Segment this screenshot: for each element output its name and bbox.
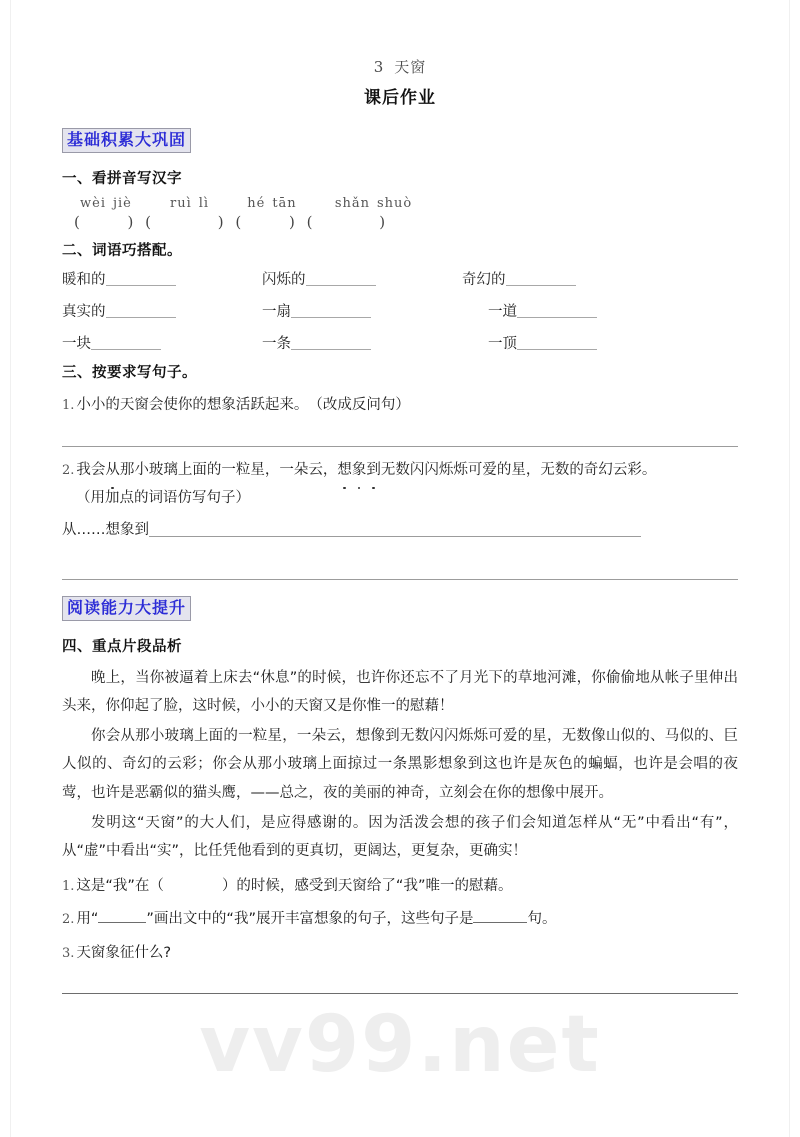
match-blank[interactable] [106,303,176,318]
pinyin-syllable: shǎn [334,196,370,211]
question-prefix: 我会 [76,461,106,478]
lesson-title [62,56,738,77]
answer-prompt-label: 从……想象到 [62,522,149,539]
question-number: 2. [62,912,75,928]
match-label: 一道 [488,304,517,320]
match-label: 一条 [262,336,291,352]
match-item [62,332,262,353]
match-label: 闪烁的 [262,272,306,288]
match-blank[interactable] [306,271,376,286]
pinyin-syllable: hé [247,196,266,211]
section3-answer-prompt-row [62,517,738,545]
question-number: 1. [62,398,75,413]
answer-parens[interactable]: ( ) [74,213,134,231]
match-item [462,332,738,353]
emphasis-word-xiang2: 象 [352,457,367,485]
answer-parens[interactable]: ( ) [235,213,295,231]
question-after: 句。 [527,911,557,928]
banner-basics-wrap [62,128,738,159]
banner-reading: 阅读能力大提升 [62,596,191,621]
passage-paragraph: 发明这“天窗”的大人们，是应得感谢的。因为活泼会想的孩子们会知道怎样从“无”中看出“有”，从“虚”中看出“实”，比任凭他看到的更真切，更阔达，更复杂，更确实！ [62,814,738,860]
question-text: 小小的天窗会使你的想象活跃起来。 [76,397,302,413]
answer-line[interactable] [62,446,738,447]
banner-reading-wrap [62,596,738,627]
reading-passage [62,664,738,866]
pinyin-row [80,196,738,211]
section3-title: 三、按要求写句子。 [62,365,197,381]
question-suffix: 无数闪闪烁烁可爱的星，无数的奇幻云彩。 [380,461,657,478]
match-item [262,332,462,353]
match-label: 一顶 [488,336,517,352]
pinyin-group-2 [170,196,216,211]
section3-question-2 [62,457,738,485]
answer-line[interactable] [62,993,738,994]
section1-title: 一、看拼音写汉字 [62,171,182,187]
match-item [462,268,738,289]
answer-parens[interactable]: ( ) [306,213,386,231]
match-blank[interactable] [291,303,371,318]
pinyin-syllable: lì [198,196,210,211]
pinyin-syllable: ruì [170,196,192,211]
section3-question-2-instruction: （用加点的词语仿写句子） [76,490,250,507]
pinyin-group-1 [80,196,139,211]
match-label: 一块 [62,336,91,352]
banner-basics: 基础积累大巩固 [62,128,191,153]
question-middle: 那小玻璃上面的一粒星，一朵云， [119,461,338,478]
reading-question-1 [62,873,738,900]
question-number: 2. [62,462,75,478]
passage-paragraph: 你会从那小玻璃上面的一粒星，一朵云，想像到无数闪闪烁烁可爱的星，无数像山似的、马似的、巨人似的、奇幻的云彩；你会从那小玻璃上面掠过一条黑影想象到这也许是灰色的蝙蝠，也许是会唱的夜莺，也许是恶霸似的猫头鹰，——总之，夜的美丽的神奇，立刻会在你的想像中展开。 [62,728,738,801]
match-blank[interactable] [291,335,371,350]
section-divider [62,579,738,580]
match-blank[interactable] [106,271,176,286]
match-label: 暖和的 [62,272,106,288]
pinyin-syllable: jiè [112,196,132,211]
match-label: 真实的 [62,304,106,320]
reading-question-2 [62,906,738,933]
pinyin-syllable: tān [272,196,297,211]
word-match-grid [62,268,738,353]
question-text: 天窗象征什么? [76,945,172,962]
reading-question-3 [62,940,738,967]
answer-gap[interactable] [98,909,146,923]
question-number: 1. [62,878,75,894]
question-before: 用“ [76,911,99,928]
pinyin-group-3 [247,196,303,211]
pinyin-group-4 [335,196,419,211]
question-after: ）的时候，感受到天窗给了“我”唯一的慰藉。 [221,877,513,894]
pinyin-syllable: shuò [376,196,413,211]
match-item [462,300,738,321]
match-item [262,268,462,289]
emphasis-word-cong: 从 [105,457,120,485]
match-blank[interactable] [517,335,597,350]
match-blank[interactable] [91,335,161,350]
answer-paren-row [74,213,738,231]
emphasis-word-dao: 到 [366,457,381,485]
match-label: 一扇 [262,304,291,320]
question-number: 3. [62,946,75,962]
match-item [62,300,262,321]
answer-parens[interactable]: ( ) [145,213,224,231]
match-blank[interactable] [506,271,576,286]
answer-gap[interactable] [473,909,527,923]
passage-paragraph: 晚上，当你被逼着上床去“休息”的时候，也许你还忘不了月光下的草地河滩，你偷偷地从帐子里伸出头来，你仰起了脸，这时候，小小的天窗又是你惟一的慰藉！ [62,669,738,714]
section3-question-1 [62,392,738,420]
answer-blank[interactable] [149,536,641,537]
section2-title: 二、词语巧搭配。 [62,243,182,259]
question-before: 这是“我”在（ [76,877,164,894]
watermark: vv99.net [199,1000,601,1090]
lesson-number: 3 [373,58,385,76]
match-item [62,268,262,289]
section4-title: 四、重点片段品析 [62,638,182,655]
question-instruction: （改成反问句） [315,397,410,413]
page-title: 课后作业 [364,88,436,108]
lesson-name: 天窗 [394,58,427,76]
match-blank[interactable] [517,303,597,318]
question-middle: ”画出文中的“我”展开丰富想象的句子，这些句子是 [146,911,474,928]
match-label: 奇幻的 [462,272,506,288]
pinyin-syllable: wèi [80,196,106,211]
emphasis-word-xiang: 想 [337,457,352,485]
match-item [262,300,462,321]
